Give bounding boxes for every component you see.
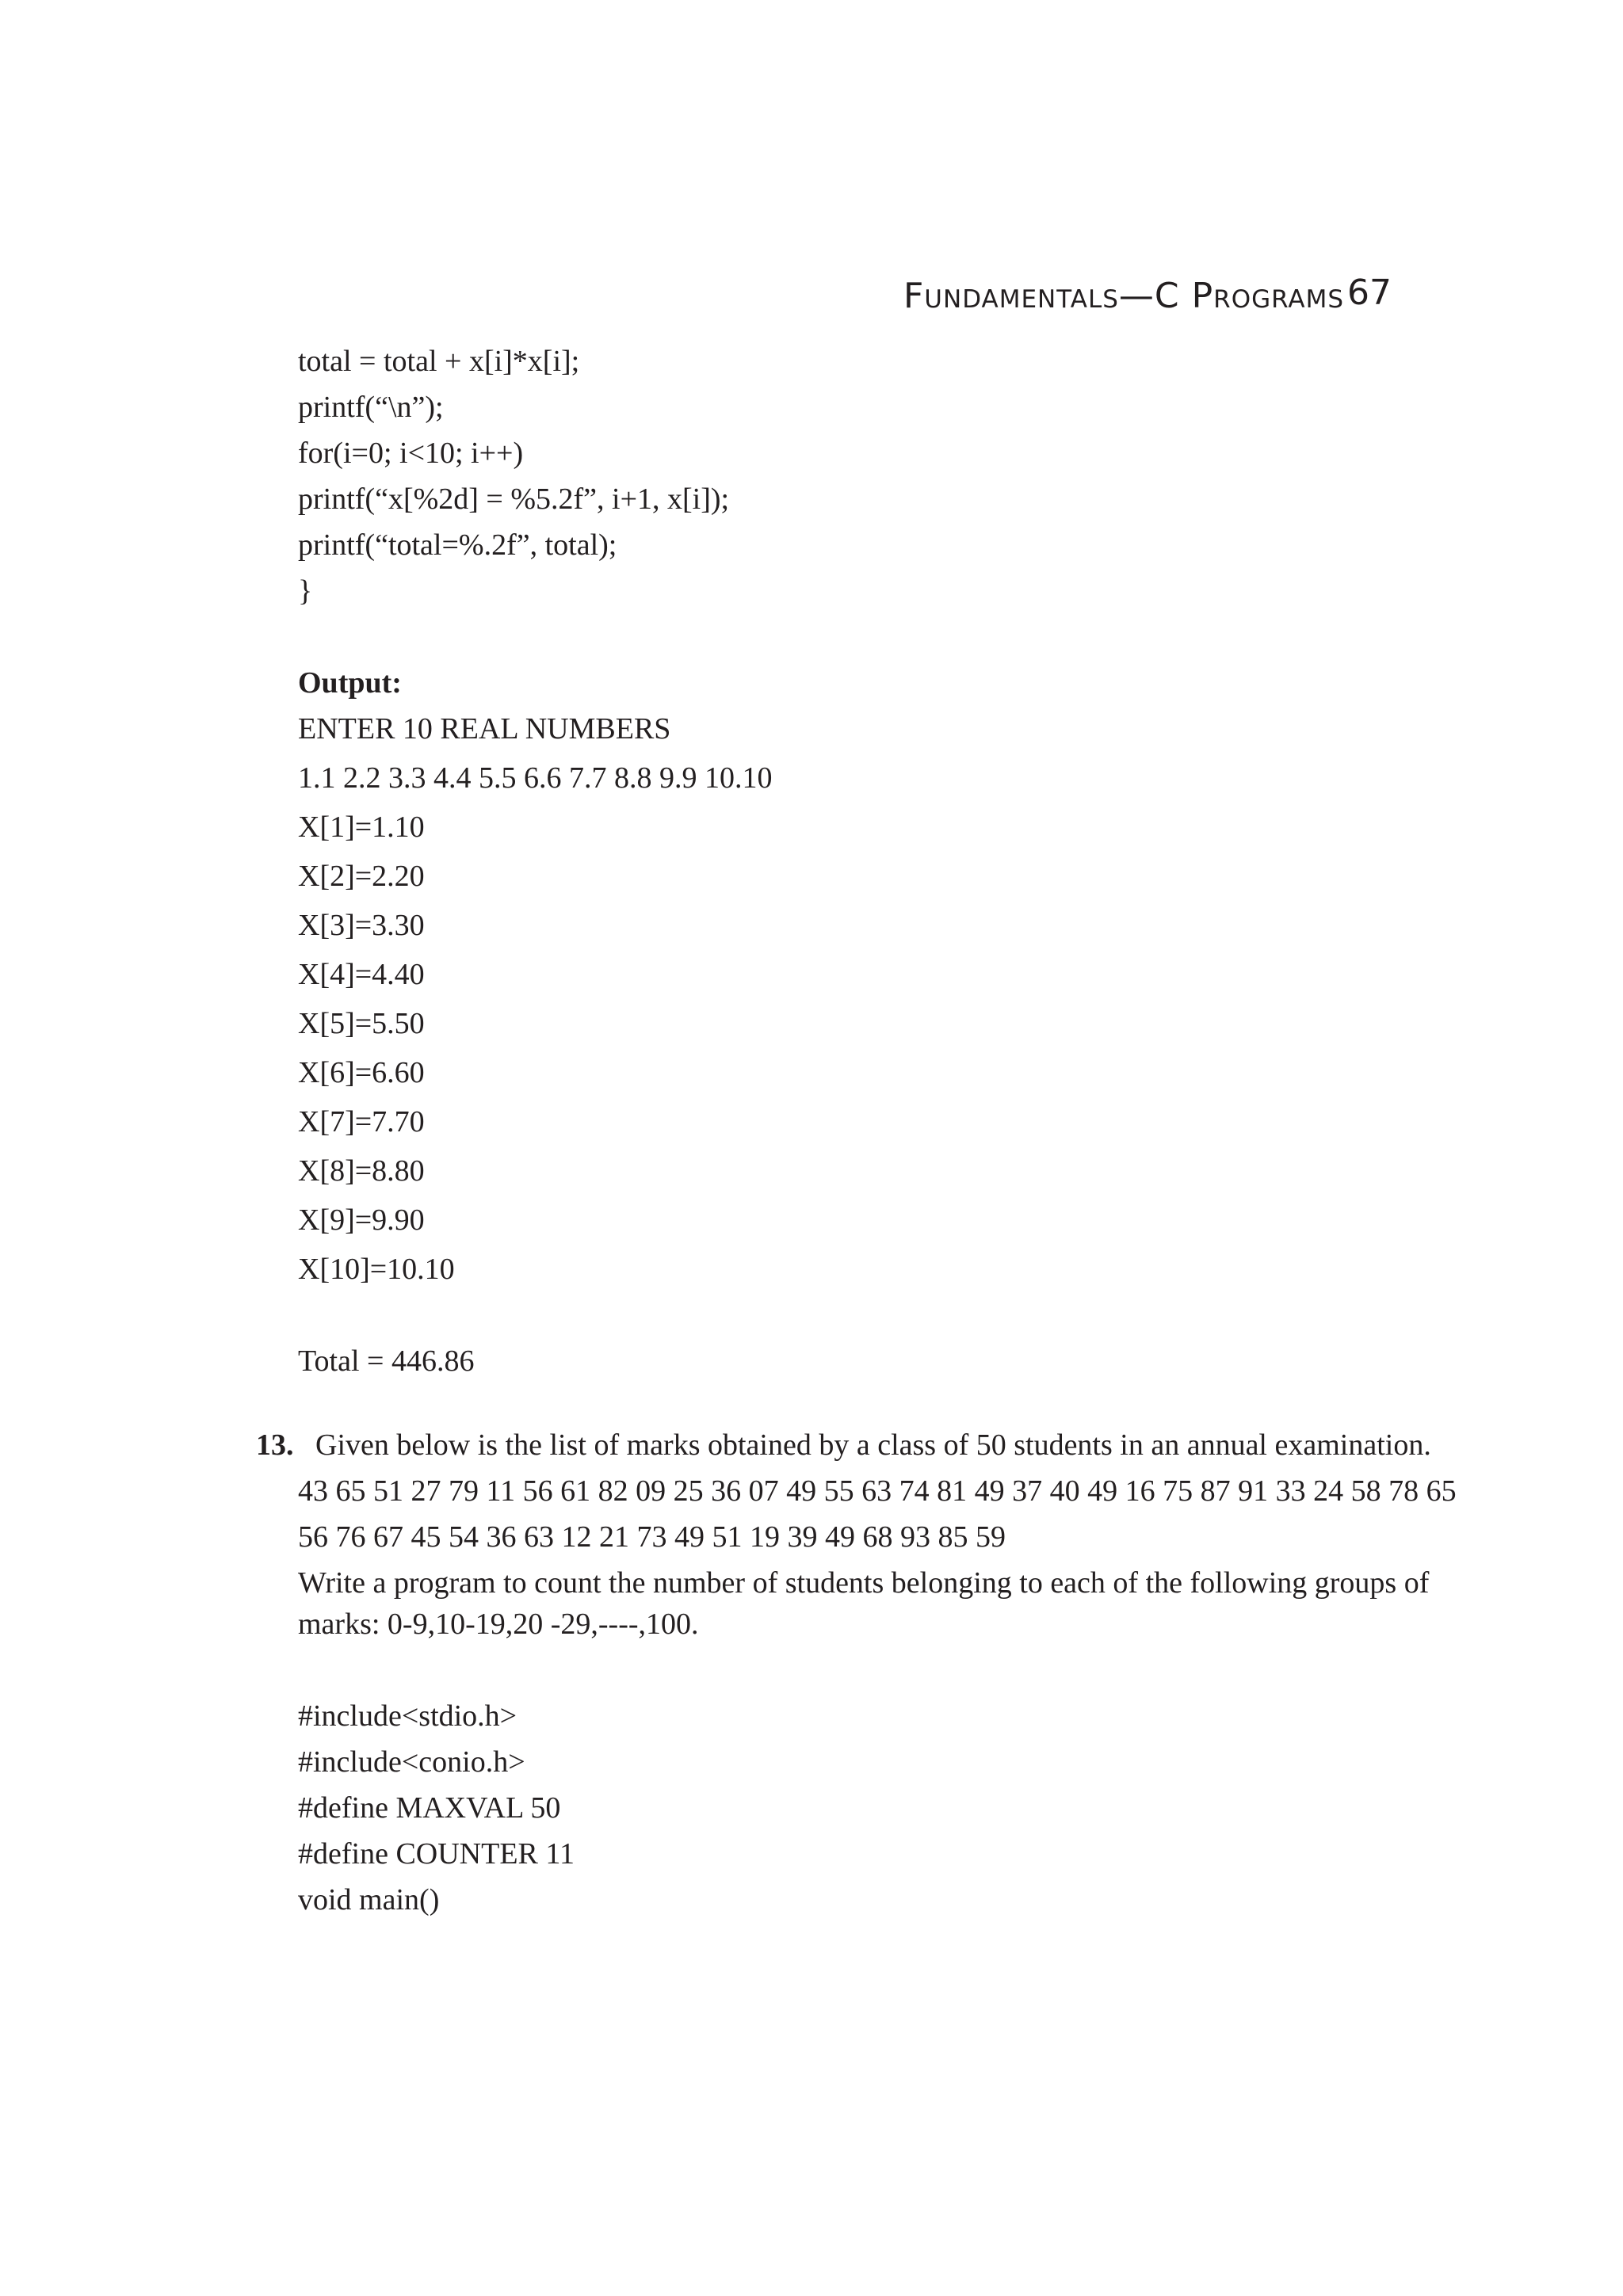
output-line: X[6]=6.60 <box>298 1056 425 1089</box>
code-line: total = total + x[i]*x[i]; <box>298 345 580 378</box>
output-total: Total = 446.86 <box>298 1344 475 1378</box>
output-line: X[1]=1.10 <box>298 810 425 844</box>
running-header: Fundamentals—C Programs <box>903 276 1345 316</box>
page-number: 67 <box>1347 273 1392 313</box>
code-line: #include<stdio.h> <box>298 1699 517 1733</box>
output-line: X[2]=2.20 <box>298 860 425 893</box>
output-line: X[7]=7.70 <box>298 1105 425 1138</box>
code-line: printf(“total=%.2f”, total); <box>298 528 617 562</box>
code-line: for(i=0; i<10; i++) <box>298 437 524 470</box>
task-line: marks: 0-9,10-19,20 -29,----,100. <box>298 1608 699 1641</box>
code-line: printf(“\n”); <box>298 391 444 424</box>
code-line: #include<conio.h> <box>298 1745 525 1779</box>
output-line: X[8]=8.80 <box>298 1154 425 1188</box>
question-intro: Given below is the list of marks obtained by a class of 50 students in an annual examination. <box>315 1428 1431 1462</box>
code-line: #define COUNTER 11 <box>298 1837 575 1871</box>
marks-line: 43 65 51 27 79 11 56 61 82 09 25 36 07 49 55 63 74 81 49 37 40 49 16 75 87 91 33 24 58 78 65 <box>298 1474 1457 1508</box>
code-line: #define MAXVAL 50 <box>298 1791 561 1825</box>
code-line: printf(“x[%2d] = %5.2f”, i+1, x[i]); <box>298 482 730 516</box>
task-line: Write a program to count the number of students belonging to each of the following groups of <box>298 1566 1430 1600</box>
marks-line: 56 76 67 45 54 36 63 12 21 73 49 51 19 39 49 68 93 85 59 <box>298 1520 1006 1554</box>
output-heading: Output: <box>298 666 402 700</box>
output-line: X[4]=4.40 <box>298 958 425 991</box>
question-number: 13. <box>256 1428 294 1462</box>
output-line: X[3]=3.30 <box>298 909 425 942</box>
output-line: X[9]=9.90 <box>298 1203 425 1237</box>
output-line: ENTER 10 REAL NUMBERS <box>298 712 671 746</box>
code-line: } <box>298 574 313 608</box>
output-line: X[5]=5.50 <box>298 1007 425 1040</box>
output-line: 1.1 2.2 3.3 4.4 5.5 6.6 7.7 8.8 9.9 10.10 <box>298 761 773 795</box>
output-line: X[10]=10.10 <box>298 1253 455 1286</box>
code-line: void main() <box>298 1883 440 1917</box>
